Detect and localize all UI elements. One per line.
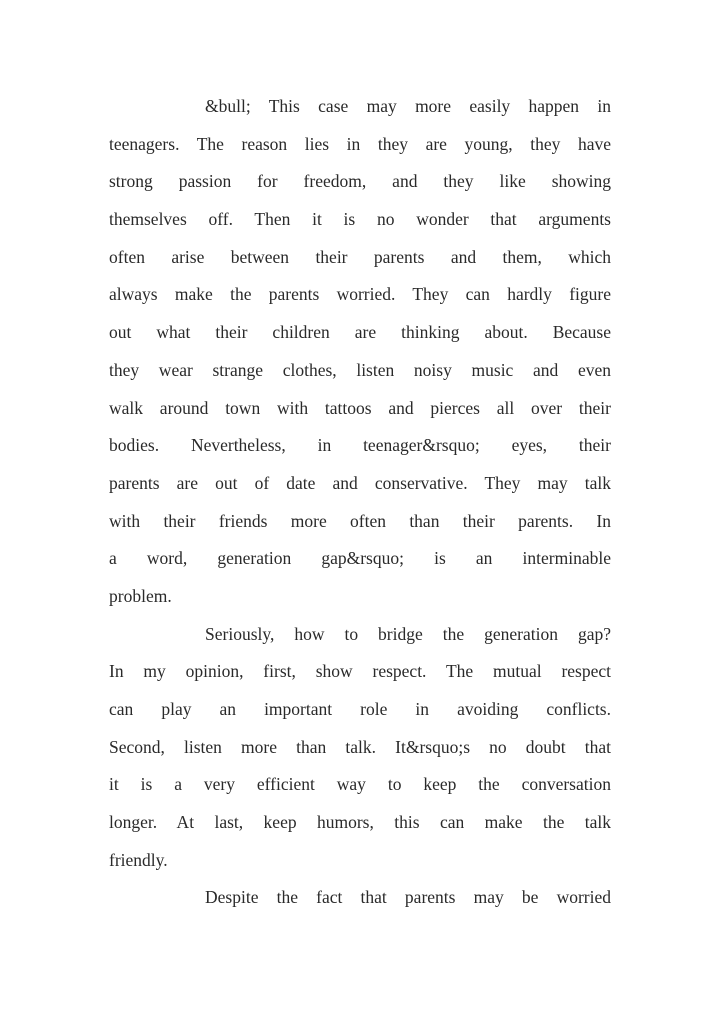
text-line: Second, listen more than talk. It&rsquo;s no doubt that (109, 736, 611, 757)
text-line: Seriously, how to bridge the generation gap? (205, 623, 611, 644)
text-line: can play an important role in avoiding conflicts. (109, 699, 611, 719)
text-line: often arise between their parents and them, which (109, 246, 611, 267)
text-line: themselves off. Then it is no wonder that arguments (109, 209, 611, 230)
document-page (109, 88, 611, 917)
text-line: &bull; This case may more easily happen in (205, 96, 611, 116)
text-line: longer. At last, keep humors, this can make the talk (109, 812, 611, 833)
paragraph (109, 616, 611, 880)
text-line: In my opinion, first, show respect. The mutual respect (109, 661, 611, 682)
paragraph (109, 88, 611, 616)
text-line: friendly. (109, 849, 168, 870)
text-line: Despite the fact that parents may be worried (205, 887, 611, 908)
text-line: strong passion for freedom, and they like showing (109, 171, 611, 192)
text-line: out what their children are thinking about. Because (109, 322, 611, 343)
text-line: problem. (109, 585, 172, 606)
text-line: always make the parents worried. They can hardly figure (109, 284, 611, 305)
paragraph (109, 879, 611, 917)
text-line: walk around town with tattoos and pierces all over their (109, 397, 611, 418)
text-line: it is a very efficient way to keep the conversation (109, 774, 611, 795)
text-line: they wear strange clothes, listen noisy music and even (109, 359, 611, 380)
text-line: teenagers. The reason lies in they are young, they have (109, 133, 611, 154)
text-line: parents are out of date and conservative. They may talk (109, 472, 611, 493)
text-line: bodies. Nevertheless, in teenager&rsquo; eyes, their (109, 435, 611, 456)
text-line: a word, generation gap&rsquo; is an interminable (109, 548, 611, 569)
text-line: with their friends more often than their parents. In (109, 510, 611, 531)
